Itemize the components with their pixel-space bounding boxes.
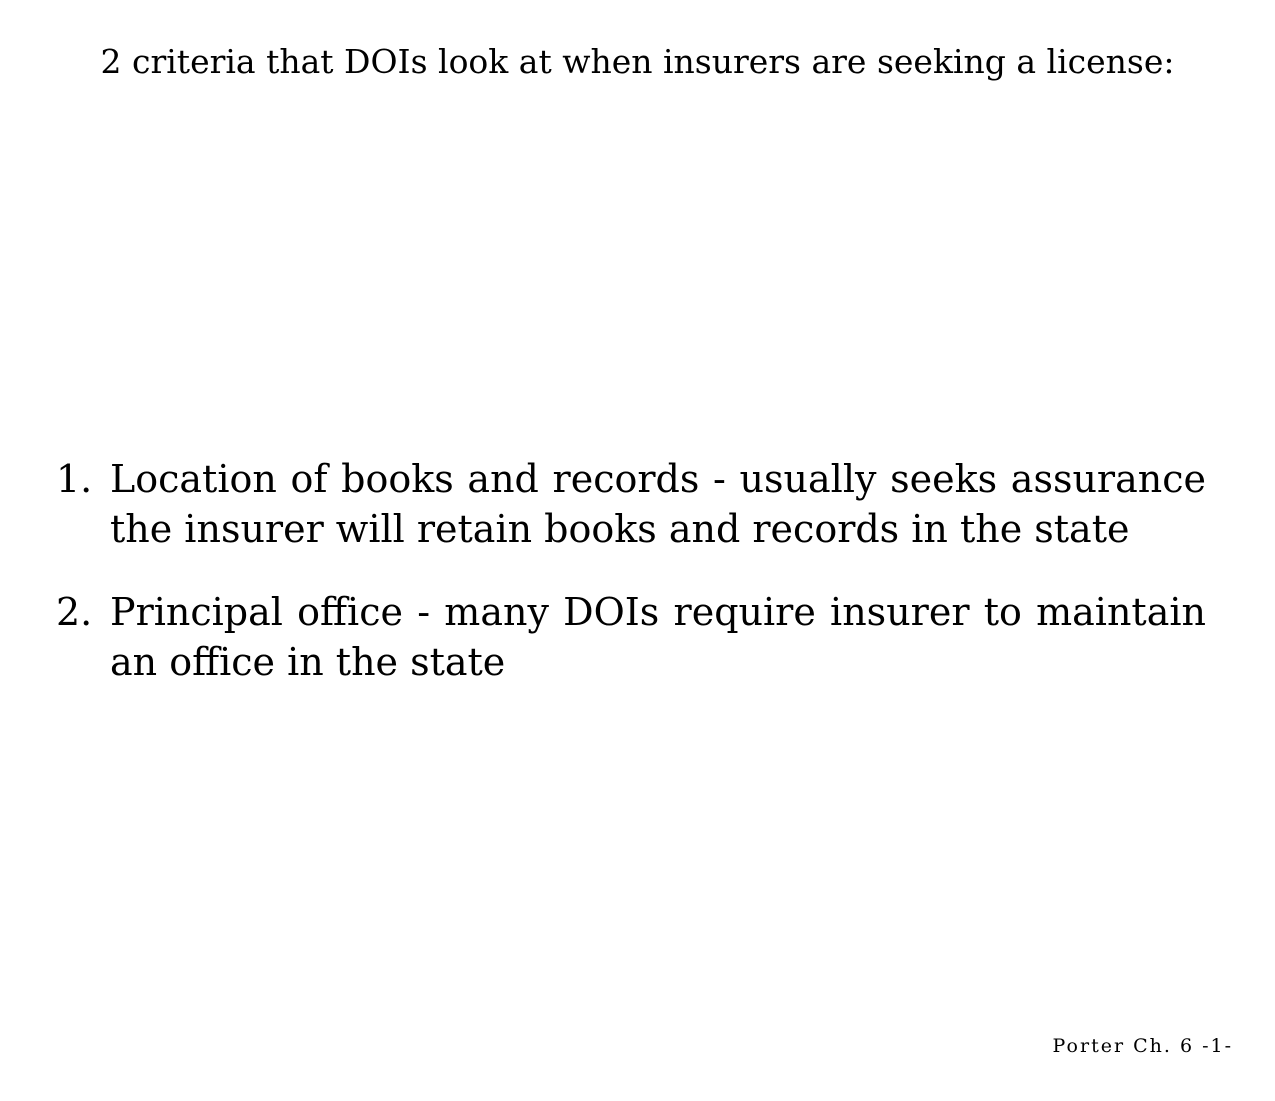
list-item-text: Location of books and records - usually seeks assurance the insurer will retain books and records in the state — [110, 457, 1206, 551]
criteria-item-books-records — [56, 454, 1206, 554]
list-item-number: 2. — [56, 590, 93, 634]
list-item-number: 1. — [56, 457, 93, 501]
criteria-item-principal-office — [56, 587, 1206, 687]
slide-title: 2 criteria that DOIs look at when insurers are seeking a license: — [100, 42, 1175, 81]
criteria-list — [56, 454, 1206, 720]
page-footer: Porter Ch. 6 -1- — [1052, 1035, 1233, 1057]
list-item-text: Principal office - many DOIs require insurer to maintain an office in the state — [110, 590, 1206, 684]
